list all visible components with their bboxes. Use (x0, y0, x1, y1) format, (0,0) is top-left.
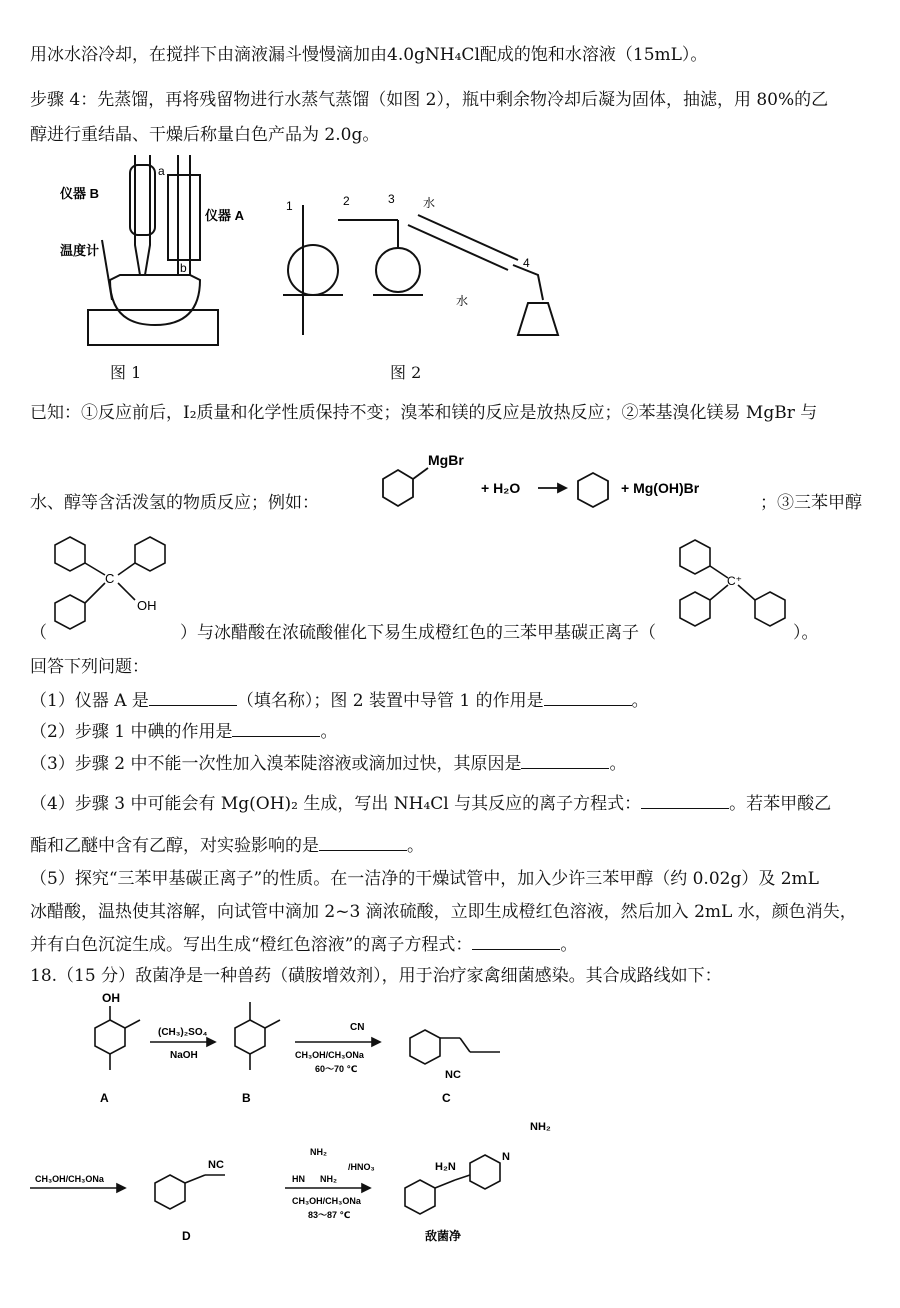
question-5-cont: 并有白色沉淀生成。写出生成“橙红色溶液”的离子方程式： 。 (30, 935, 578, 955)
text-line: 醇进行重结晶、干燥后称量白色产品为 2.0g。 (30, 125, 380, 145)
question-5: （5）探究“三苯甲基碳正离子”的性质。在一洁净的干燥试管中，加入少许三苯甲醇（约 0.02g）及 2mL (30, 869, 819, 889)
mgohbr-label: + Mg(OH)Br (621, 480, 700, 496)
water-in-label: 水 (423, 196, 436, 210)
nc-label: NC (445, 1069, 461, 1081)
n-label: N (502, 1151, 510, 1163)
answer-blank[interactable] (232, 720, 320, 737)
text-line: 步骤 4：先蒸馏，再将残留物进行水蒸气蒸馏（如图 2），瓶中剩余物冷却后凝为固体，抽滤，用 80%的乙 (30, 90, 829, 110)
text-line: 已知：①反应前后，I₂质量和化学性质保持不变；溴苯和镁的反应是放热反应；②苯基溴化镁易 MgBr 与 (30, 403, 818, 423)
figure-2-apparatus (278, 185, 558, 345)
compound-b-label: B (242, 1091, 251, 1105)
reagent-label: (CH₃)₂SO₄ (158, 1027, 208, 1038)
reagent-label: NaOH (170, 1050, 198, 1061)
h2n-label: H₂N (435, 1161, 456, 1173)
text-line: 回答下列问题： (30, 657, 149, 677)
reagent-label: HN (292, 1174, 305, 1184)
answer-blank[interactable] (472, 933, 560, 950)
reagent-label: CN (350, 1022, 365, 1033)
label-thermometer: 温度计 (60, 243, 100, 258)
question-4-cont: 酯和乙醚中含有乙醇，对实验影响的是 。 (30, 836, 424, 856)
nc-label: NC (208, 1159, 224, 1171)
text-line: ；③三苯甲醇 (760, 493, 862, 513)
label-a: a (158, 164, 165, 178)
figure-2-caption: 图 2 (390, 363, 422, 382)
carbon-label: C (105, 571, 115, 586)
tube-label-2: 2 (343, 194, 350, 208)
question-5-cont: 冰醋酸，温热使其溶解，向试管中滴加 2~3 滴浓硫酸，立即生成橙红色溶液，然后加入 2mL 水，颜色消失， (30, 902, 857, 922)
question-1: （1）仪器 A 是 （填名称）；图 2 装置中导管 1 的作用是 。 (30, 691, 649, 711)
tube-label-1: 1 (286, 199, 293, 213)
cation-carbon-label: C⁺ (727, 574, 742, 588)
trityl-cation-structure (670, 530, 795, 640)
question-3: （3）步骤 2 中不能一次性加入溴苯陡溶液或滴加过快，其原因是 。 (30, 754, 627, 774)
answer-blank[interactable] (319, 834, 407, 851)
reagent-label: /HNO₃ (348, 1162, 375, 1172)
answer-blank[interactable] (544, 689, 632, 706)
reagent-label: NH₂ (310, 1147, 327, 1157)
text-line: 用冰水浴冷却，在搅拌下由滴液漏斗慢慢滴加由4.0gNH₄Cl配成的饱和水溶液（15mL）。 (30, 45, 708, 65)
water-out-label: 水 (456, 294, 469, 308)
reagent-label: 60～70 ℃ (315, 1064, 358, 1074)
reagent-label: CH₃OH/CH₃ONa (35, 1174, 104, 1184)
reagent-label: CH₃OH/CH₃ONa (295, 1050, 364, 1060)
question-4: （4）步骤 3 中可能会有 Mg(OH)₂ 生成，写出 NH₄Cl 与其反应的离子方程式： 。若苯甲酸乙 (30, 794, 832, 814)
compound-d-label: D (182, 1229, 191, 1243)
synthesis-route (30, 990, 630, 1260)
tube-label-3: 3 (388, 192, 395, 206)
oh-label: OH (102, 991, 120, 1005)
question-2: （2）步骤 1 中碘的作用是 。 (30, 722, 338, 742)
text-line: 水、醇等含活泼氢的物质反应；例如： (30, 493, 319, 513)
compound-a-label: A (100, 1091, 109, 1105)
reagent-label: CH₃OH/CH₃ONa (292, 1196, 361, 1206)
triphenylmethanol-structure (40, 525, 190, 635)
reaction-equation (378, 448, 758, 518)
final-product-label: 敌菌净 (425, 1229, 462, 1243)
tube-label-4: 4 (523, 256, 530, 270)
answer-blank[interactable] (149, 689, 237, 706)
label-b: b (180, 261, 187, 275)
reagent-label: NH₂ (320, 1174, 337, 1184)
answer-blank[interactable] (641, 792, 729, 809)
h2o-label: + H₂O (481, 480, 521, 496)
label-instrument-a: 仪器 A (205, 208, 245, 223)
figure-1-caption: 图 1 (110, 363, 142, 382)
compound-c-label: C (442, 1091, 451, 1105)
label-instrument-b: 仪器 B (60, 186, 100, 201)
answer-blank[interactable] (521, 752, 609, 769)
reagent-label: 83～87 ℃ (308, 1210, 351, 1220)
oh-label: OH (137, 598, 157, 613)
question-18: 18.（15 分）敌菌净是一种兽药（磺胺增效剂），用于治疗家禽细菌感染。其合成路线如下： (30, 966, 722, 986)
mgbr-label: MgBr (428, 452, 464, 468)
text-line: ）与冰醋酸在浓硫酸催化下易生成橙红色的三苯甲基碳正离子（ (180, 623, 656, 643)
text-line: （ (30, 623, 47, 643)
text-line: ）。 (793, 623, 819, 643)
nh2-label: NH₂ (530, 1121, 551, 1133)
figure-1-apparatus (60, 150, 245, 350)
